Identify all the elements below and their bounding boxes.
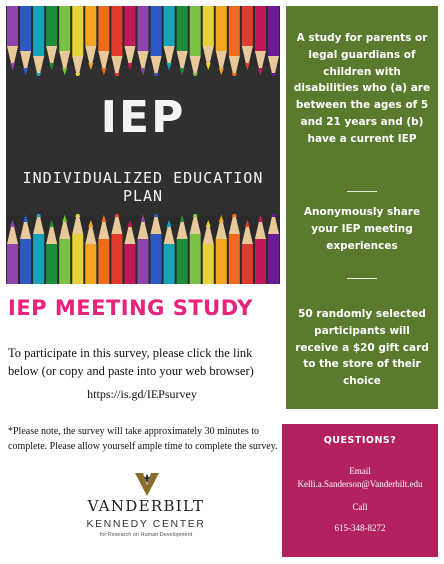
pencil bbox=[242, 220, 253, 284]
pencil bbox=[242, 6, 253, 70]
participation-instructions: To participate in this survey, please click the link below (or copy and paste into your web browser) bbox=[8, 346, 254, 379]
pencil bbox=[203, 6, 214, 70]
logo-center: KENNEDY CENTER bbox=[86, 518, 206, 530]
pencil bbox=[46, 6, 57, 70]
pencil bbox=[137, 215, 148, 284]
share-text: Anonymously share your IEP meeting experiences bbox=[303, 206, 421, 252]
pencil bbox=[124, 220, 135, 284]
call-label: Call bbox=[352, 502, 368, 512]
logo-tagline: for Research on Human Development bbox=[99, 532, 193, 538]
pencil bbox=[177, 215, 188, 284]
incentive-text: 50 randomly selected participants will receive a $20 gift card to the store of their choice bbox=[295, 308, 429, 388]
hero-image bbox=[6, 6, 280, 284]
email-label: Email bbox=[349, 466, 371, 476]
pencil bbox=[20, 215, 31, 284]
pencil bbox=[7, 220, 18, 284]
panel-divider bbox=[347, 191, 377, 192]
pencil bbox=[7, 6, 18, 70]
pencil bbox=[177, 6, 188, 75]
pencil bbox=[229, 214, 240, 284]
pencil bbox=[255, 6, 266, 75]
pencil bbox=[20, 6, 31, 75]
pencil bbox=[111, 214, 122, 284]
pencil bbox=[33, 6, 44, 76]
pencil bbox=[59, 6, 70, 75]
pencil bbox=[98, 6, 109, 75]
hero-title: IEP bbox=[100, 92, 186, 143]
contact-panel bbox=[282, 424, 438, 557]
hero-subtitle: INDIVIDUALIZED EDUCATION PLAN bbox=[22, 169, 264, 205]
pencil bbox=[33, 214, 44, 284]
pencil bbox=[151, 214, 162, 284]
questions-heading: QUESTIONS? bbox=[323, 435, 397, 446]
pencil bbox=[124, 6, 135, 70]
panel-divider bbox=[347, 278, 377, 279]
pencil bbox=[164, 220, 175, 284]
pencil bbox=[137, 6, 148, 75]
study-heading: IEP MEETING STUDY bbox=[8, 296, 253, 320]
pencil bbox=[111, 6, 122, 76]
pencil bbox=[59, 215, 70, 284]
study-info-panel bbox=[286, 6, 438, 409]
contact-phone[interactable]: 615-348-8272 bbox=[334, 523, 386, 533]
pencil bbox=[216, 6, 227, 75]
eligibility-text: A study for parents or legal guardians of children with disabilities who (a) are between the ages of 5 and 21 years and (b) have a current IEP bbox=[293, 32, 431, 145]
pencil bbox=[203, 220, 214, 284]
pencil bbox=[190, 214, 201, 284]
vanderbilt-v-oak-leaf-icon bbox=[133, 471, 161, 497]
pencil bbox=[151, 6, 162, 76]
pencil bbox=[229, 6, 240, 76]
pencil bbox=[190, 6, 201, 76]
time-note: *Please note, the survey will take approximately 30 minutes to complete. Please allow yourself ample time to complete the survey. bbox=[8, 426, 278, 452]
logo-name: VANDERBILT bbox=[87, 497, 205, 515]
pencil bbox=[98, 215, 109, 284]
pencil bbox=[85, 6, 96, 70]
contact-email[interactable]: Kelli.a.Sanderson@Vanderbilt.edu bbox=[297, 479, 423, 489]
pencil bbox=[164, 6, 175, 70]
bottom-pencil-row bbox=[6, 214, 280, 284]
pencil bbox=[268, 6, 279, 76]
pencil bbox=[255, 215, 266, 284]
pencil bbox=[46, 220, 57, 284]
survey-link[interactable]: https://is.gd/IEPsurvey bbox=[87, 387, 197, 401]
pencil bbox=[268, 214, 279, 284]
pencil bbox=[72, 6, 83, 76]
pencil bbox=[216, 215, 227, 284]
pencil bbox=[85, 220, 96, 284]
top-pencil-row bbox=[6, 6, 280, 76]
pencil bbox=[72, 214, 83, 284]
